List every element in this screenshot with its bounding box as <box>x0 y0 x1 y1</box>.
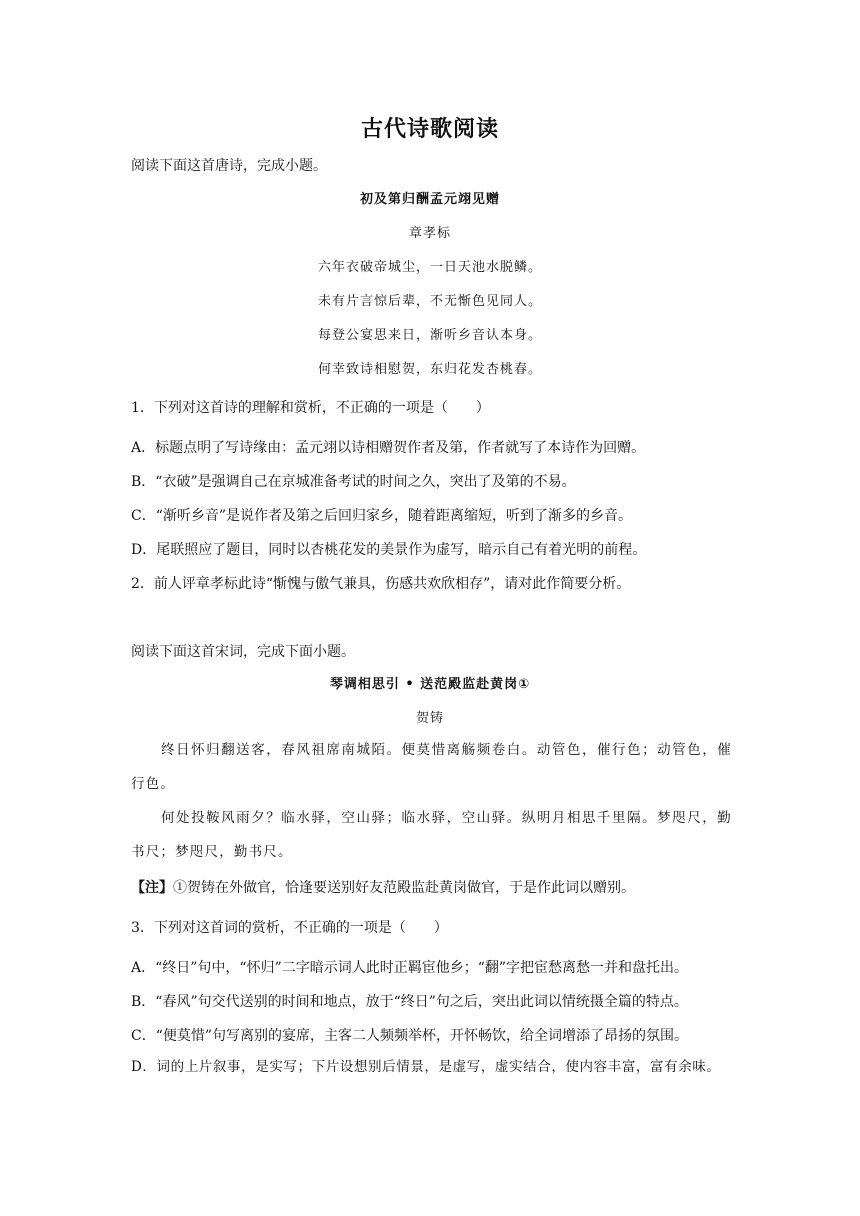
poem1-line: 未有片言惊后辈，不无惭色见同人。 <box>317 294 542 309</box>
poem1-line: 每登公宴思来日，渐听乡音认本身。 <box>317 328 542 343</box>
q1-option-c: C．“渐听乡音”是说作者及第之后回归家乡，随着距离缩短，听到了渐多的乡音。 <box>131 508 633 524</box>
section2-intro: 阅读下面这首宋词，完成下面小题。 <box>131 644 355 660</box>
poem2-stanza-2: 何处投鞍风雨夕？临水驿，空山驿；临水驿，空山驿。纵明月相思千里隔。梦咫尺，勤书尺；梦咫尺，勤书尺。 <box>131 810 732 860</box>
question-3: 3．下列对这首词的赏析，不正确的一项是（ ） <box>131 920 448 936</box>
q1-option-b: B．“衣破”是强调自己在京城准备考试的时间之久，突出了及第的不易。 <box>131 474 576 490</box>
poem1-line: 何幸致诗相慰贺，东归花发杏桃春。 <box>317 362 542 377</box>
question-1: 1．下列对这首诗的理解和赏析，不正确的一项是（ ） <box>131 400 490 416</box>
q1-option-d: D．尾联照应了题目，同时以杏桃花发的美景作为虚写，暗示自己有着光明的前程。 <box>131 542 647 558</box>
poem2-stanza-1: 终日怀归翻送客，春风祖席南城陌。便莫惜离觞频卷白。动管色，催行色；动管色，催行色。 <box>131 742 732 792</box>
note <box>131 878 731 898</box>
q3-option-d: D．词的上片叙事，是实写；下片设想别后情景，是虚写，虚实结合，使内容丰富，富有余味。 <box>131 1059 721 1075</box>
q3-option-c: C．“便莫惜”句写离别的宴席，主客二人频频举杯，开怀畅饮，给全词增添了昂扬的氛围。 <box>131 1028 689 1044</box>
q1-option-a: A．标题点明了写诗缘由：孟元翊以诗相赠贺作者及第，作者就写了本诗作为回赠。 <box>131 440 646 456</box>
q3-option-b: B．“春风”句交代送别的时间和地点，放于“终日”句之后，突出此词以情统摄全篇的特点。 <box>131 994 688 1010</box>
poem2-author: 贺铸 <box>415 711 444 726</box>
poem2-title: 琴调相思引 • 送范殿监赴黄岗① <box>329 677 531 692</box>
q3-option-a: A．“终日”句中，“怀归”二字暗示词人此时正羁宦他乡；“翻”字把宦愁离愁一并和盘托出。 <box>131 960 689 976</box>
poem1-author: 章孝标 <box>408 226 451 241</box>
poem1-line: 六年衣破帝城尘，一日天池水脱鳞。 <box>317 260 542 275</box>
page-title: 古代诗歌阅读 <box>360 116 499 142</box>
note-tag: 【注】 <box>131 880 173 896</box>
question-2: 2．前人评章孝标此诗“惭愧与傲气兼具，伤感共欢欣相存”，请对此作简要分析。 <box>131 576 631 592</box>
section1-intro: 阅读下面这首唐诗，完成小题。 <box>131 158 327 174</box>
note-text: ①贺铸在外做官，恰逢要送别好友范殿监赴黄岗做官，于是作此词以赠别。 <box>173 880 635 896</box>
poem1-title: 初及第归酬孟元翊见赠 <box>359 192 500 207</box>
